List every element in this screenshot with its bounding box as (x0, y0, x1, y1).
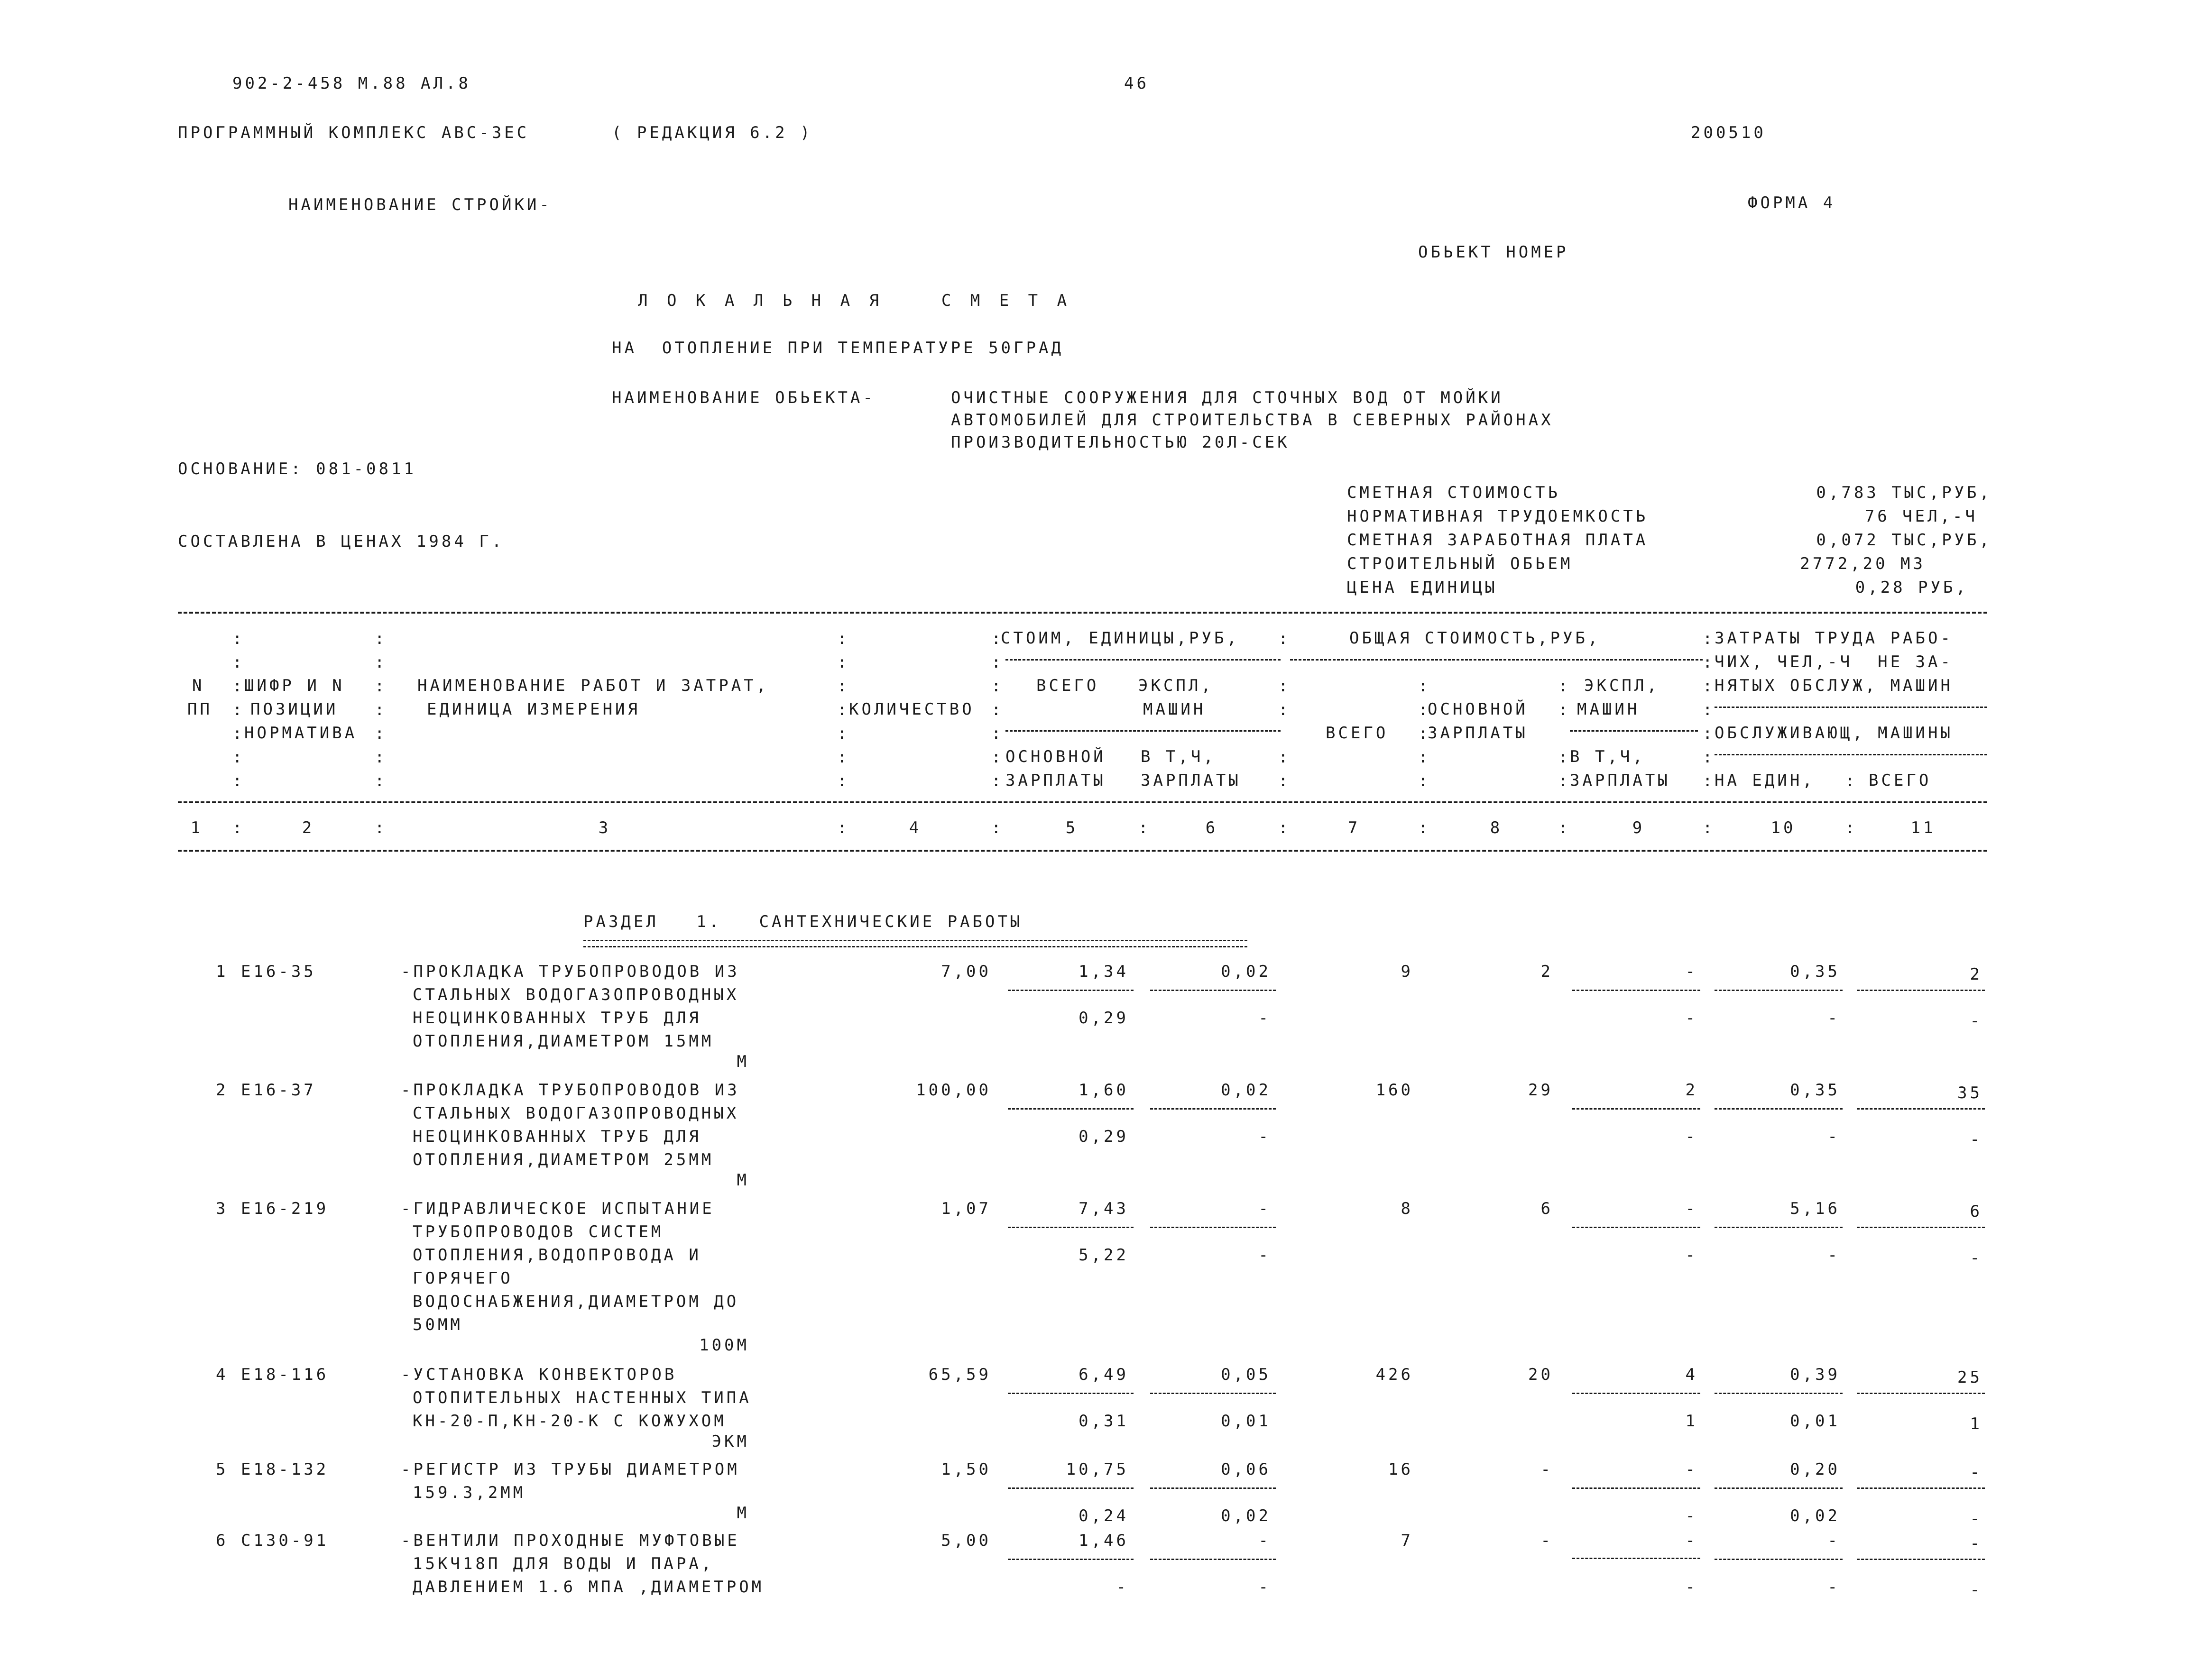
table-cell: - (1258, 1009, 1271, 1028)
column-number: 6 (1205, 818, 1218, 837)
program-name: ПРОГРАММНЫЙ КОМПЛЕКС АВС-3ЕС (178, 123, 530, 142)
table-cell: 426 (1375, 1365, 1413, 1384)
table-cell: 9 (1401, 962, 1413, 981)
object-name-line: ОЧИСТНЫЕ СООРУЖЕНИЯ ДЛЯ СТОЧНЫХ ВОД ОТ МОЙКИ (951, 388, 1503, 407)
edition: ( РЕДАКЦИЯ 6.2 ) (612, 123, 813, 142)
row-name-line: -ПРОКЛАДКА ТРУБОПРОВОДОВ ИЗ (401, 1081, 740, 1100)
row-unit: ЭКМ (711, 1432, 749, 1451)
col-unit-incl-wage-header: ЗАРПЛАТЫ (1141, 771, 1241, 790)
table-cell: - (1827, 1127, 1840, 1146)
table-cell: 0,02 (1221, 1081, 1271, 1100)
cell-rule (1008, 1559, 1134, 1560)
header-rule (1005, 659, 1281, 661)
table-cell: - (1685, 1246, 1698, 1265)
table-cell: 1 (1970, 1414, 1982, 1433)
table-cell: 4 (1685, 1365, 1698, 1384)
table-cell: - (1970, 1463, 1982, 1482)
row-name-line: -ПРОКЛАДКА ТРУБОПРОВОДОВ ИЗ (401, 962, 740, 981)
cell-rule (1008, 990, 1134, 991)
cell-rule (1572, 1393, 1700, 1394)
col-labor-header: ЧИХ, ЧЕЛ,-Ч НЕ ЗА- (1715, 652, 1953, 671)
table-cell: 1,46 (1079, 1531, 1129, 1550)
cell-rule (1857, 1393, 1985, 1394)
summary-value: 0,28 РУБ, (1855, 578, 1968, 597)
col-general-expl-header: ЭКСПЛ, (1584, 676, 1659, 695)
row-code: 3 Е16-219 (216, 1199, 329, 1218)
header-rule (1715, 754, 1987, 755)
table-cell: - (1827, 1531, 1840, 1550)
col-name-header: ЕДИНИЦА ИЗМЕРЕНИЯ (427, 700, 640, 719)
document-number: 200510 (1691, 123, 1766, 142)
table-cell: - (1685, 1460, 1698, 1479)
table-cell: 160 (1375, 1081, 1413, 1100)
summary-label: СМЕТНАЯ СТОИМОСТЬ (1347, 483, 1560, 502)
table-top-border (178, 612, 1987, 614)
col-code-header: ПОЗИЦИИ (250, 700, 339, 719)
column-number: 11 (1910, 818, 1936, 837)
cell-rule (1715, 1108, 1843, 1110)
table-cell: - (1258, 1531, 1271, 1550)
table-cell: 25 (1957, 1368, 1982, 1387)
table-cell: 6 (1540, 1199, 1553, 1218)
header-rule (1715, 707, 1987, 708)
header-rule (1570, 730, 1698, 732)
row-name-line: ВОДОСНАБЖЕНИЯ,ДИАМЕТРОМ ДО (413, 1292, 739, 1311)
column-number: 5 (1065, 818, 1079, 837)
cell-rule (1715, 1487, 1843, 1489)
row-code: 1 Е16-35 (216, 962, 316, 981)
table-cell: 5,00 (941, 1531, 991, 1550)
table-cell: 2 (1685, 1081, 1698, 1100)
col-code-header: ШИФР И N (244, 676, 345, 695)
table-cell: - (1685, 962, 1698, 981)
row-unit: 100М (699, 1336, 749, 1355)
summary-value: 0,783 ТЫС,РУБ, (1816, 483, 1992, 502)
table-cell: - (1685, 1506, 1698, 1525)
summary-value: 76 ЧЕЛ,-Ч (1864, 507, 1978, 526)
cell-rule (1150, 1108, 1276, 1110)
table-cell: 0,35 (1790, 962, 1840, 981)
separator: : (837, 818, 850, 837)
cell-rule (1715, 990, 1843, 991)
table-cell: - (1970, 1249, 1982, 1267)
cell-rule (1715, 1227, 1843, 1228)
col-general-incl-header: ЗАРПЛАТЫ (1570, 771, 1670, 790)
column-number: 9 (1632, 818, 1645, 837)
table-cell: 0,02 (1221, 1506, 1271, 1525)
object-name-label: НАИМЕНОВАНИЕ ОБЬЕКТА- (612, 388, 876, 407)
table-cell: 0,01 (1221, 1412, 1271, 1431)
table-cell: 1,34 (1079, 962, 1129, 981)
table-cell: - (1970, 1011, 1982, 1030)
table-cell: - (1685, 1578, 1698, 1597)
table-cell: 16 (1388, 1460, 1413, 1479)
col-n-header: ПП (187, 700, 212, 719)
cell-rule (1008, 1393, 1134, 1394)
table-cell: 1,07 (941, 1199, 991, 1218)
col-unit-total-header: ВСЕГО (1036, 676, 1099, 695)
col-general-base-header: ЗАРПЛАТЫ (1428, 724, 1528, 743)
section-underline (583, 940, 1247, 947)
separator: : (232, 818, 245, 837)
document-title: Л О К А Л Ь Н А Я С М Е Т А (638, 291, 1072, 310)
column-number: 3 (598, 818, 611, 837)
row-unit: М (737, 1171, 749, 1190)
row-name-line: ОТОПЛЕНИЯ,ВОДОПРОВОДА И (413, 1246, 701, 1265)
separator: : (1558, 818, 1571, 837)
table-column-numbers-border (178, 850, 1987, 852)
cell-rule (1150, 1559, 1276, 1560)
row-code: 2 Е16-37 (216, 1081, 316, 1100)
cell-rule (1150, 1393, 1276, 1394)
table-cell: - (1685, 1009, 1698, 1028)
header-rule (1005, 730, 1281, 732)
row-name-line: 15КЧ18П ДЛЯ ВОДЫ И ПАРА, (413, 1554, 714, 1573)
table-cell: 2 (1970, 965, 1982, 984)
table-cell: 1,60 (1079, 1081, 1129, 1100)
object-name-line: ПРОИЗВОДИТЕЛЬНОСТЬЮ 20Л-СЕК (951, 433, 1290, 452)
table-cell: 7,43 (1079, 1199, 1129, 1218)
row-name-line: -ГИДРАВЛИЧЕСКОЕ ИСПЫТАНИЕ (401, 1199, 715, 1218)
row-name-line: 159.3,2ММ (413, 1483, 526, 1502)
table-cell: 0,05 (1221, 1365, 1271, 1384)
cell-rule (1715, 1393, 1843, 1394)
row-unit: М (737, 1052, 749, 1071)
column-number: 1 (190, 818, 203, 837)
table-cell: 10,75 (1066, 1460, 1129, 1479)
separator: : (1703, 818, 1715, 837)
cell-rule (1008, 1108, 1134, 1110)
column-number: 2 (302, 818, 315, 837)
table-cell: 65,59 (928, 1365, 991, 1384)
section-title: РАЗДЕЛ 1. САНТЕХНИЧЕСКИЕ РАБОТЫ (583, 912, 1023, 931)
row-name-line: ТРУБОПРОВОДОВ СИСТЕМ (413, 1222, 664, 1241)
cell-rule (1572, 1558, 1700, 1559)
column-number: 4 (909, 818, 922, 837)
row-name-line: 50ММ (413, 1315, 463, 1334)
table-cell: - (1116, 1578, 1129, 1597)
row-code: 6 С130-91 (216, 1531, 329, 1550)
col-labor-unit-header: НА ЕДИН, (1715, 771, 1815, 790)
col-unit-base-wage-header: ОСНОВНОЙ (1005, 747, 1106, 766)
separator: : (375, 818, 387, 837)
page: 902-2-458 М.88 АЛ.8 46 ПРОГРАММНЫЙ КОМПЛЕКС АВС-3ЕС ( РЕДАКЦИЯ 6.2 ) 200510 НАИМЕНОВАНИЕ СТРОЙКИ- ФОРМА 4 ОБЬЕКТ НОМЕР Л О К А Л Ь Н А Я С М Е Т А НА ОТОПЛЕНИЕ ПРИ ТЕМПЕРАТУРЕ 50ГРАД НАИМЕНОВАНИЕ ОБЬЕКТА- ОЧИСТНЫЕ СООРУЖЕНИЯ ДЛЯ СТОЧНЫХ ВОД ОТ МОЙКИ АВТОМОБИЛЕЙ ДЛЯ СТРОИТЕЛЬСТВА В СЕВЕРНЫХ РАЙОНАХ ПРОИЗВОДИТЕЛЬНОСТЬЮ 20Л-СЕК ОСНОВАНИЕ: 081-0811 СОСТАВЛЕНА В ЦЕНАХ 1984 Г. СМЕТНАЯ СТОИМОСТЬ 0,783 ТЫС,РУБ, НОРМАТИВНАЯ ТРУДОЕМКОСТЬ 76 ЧЕЛ,-Ч СМЕТНАЯ ЗАРАБОТНАЯ ПЛАТА 0,072 ТЫС,РУБ, СТРОИТЕЛЬНЫЙ ОБЬЕМ 2772,20 М3 ЦЕНА ЕДИНИЦЫ 0,28 РУБ, : : : : : : : : : : : : : : : : : : : : : : : : : : : : : : : : : : : : : : : : : : : : : : : : : : N ПП ШИФР И N ПОЗИЦИИ НОРМАТИВА НАИМЕНОВАНИЕ РАБОТ И ЗАТРАТ, ЕДИНИЦА ИЗМЕРЕНИЯ КОЛИЧЕСТВО СТОИМ, ЕДИНИЦЫ,РУБ, ВСЕГО ЭКСПЛ, МАШИН ОСНОВНОЙ ЗАРПЛАТЫ В Т,Ч, ЗАРПЛАТЫ ОБЩАЯ СТОИМОСТЬ,РУБ, ВСЕГО ОСНОВНОЙ ЗАРПЛАТЫ ЭКСПЛ, МАШИН В Т,Ч, ЗАРПЛАТЫ ЗАТРАТЫ ТРУДА РАБО- ЧИХ, ЧЕЛ,-Ч НЕ ЗА- НЯТЫХ ОБСЛУЖ, МАШИН ОБСЛУЖИВАЮЩ, МАШИНЫ НА ЕДИН, ВСЕГО 1 : 2 : 3 : 4 : 5 : 6 : 7 : 8 : 9 : 10 : 11 РАЗДЕЛ 1. САНТЕХНИЧЕСКИЕ РАБОТЫ 1 Е16-35 -ПРОКЛАДКА ТРУБОПРОВОДОВ ИЗ СТАЛЬНЫХ ВОДОГАЗОПРОВОДНЫХ НЕОЦИНКОВАННЫХ ТРУБ ДЛЯ ОТОПЛЕНИЯ,ДИАМЕТРОМ 15ММ М 7,00 1,34 0,02 9 2 - 0,35 2 0,29 - - - - 2 Е16-37 -ПРОКЛАДКА ТРУБОПРОВОДОВ ИЗ СТАЛЬНЫХ ВОДОГАЗОПРОВОДНЫХ НЕОЦИНКОВАННЫХ ТРУБ ДЛЯ ОТОПЛЕНИЯ,ДИАМЕТРОМ 25ММ М 100,00 1,60 0,02 160 29 2 0,35 35 0,29 - - - - 3 Е16-219 -ГИДРАВЛИЧЕСКОЕ ИСПЫТАНИЕ ТРУБОПРОВОДОВ СИСТЕМ ОТОПЛЕНИЯ,ВОДОПРОВОДА И ГОРЯЧЕГО ВОДОСНАБЖЕНИЯ,ДИАМЕТРОМ ДО 50ММ 100М 1,07 7,43 - 8 6 - 5,16 6 5,22 - - - - 4 Е18-116 -УСТАНОВКА КОНВЕКТОРОВ ОТОПИТЕЛЬНЫХ НАСТЕННЫХ ТИПА КН-20-П,КН-20-К С КОЖУХОМ ЭКМ 65,59 6,49 0,05 426 20 4 0,39 25 0,31 0,01 1 0,01 1 5 Е18-132 -РЕГИСТР ИЗ ТРУБЫ ДИАМЕТРОМ 159.3,2ММ М 1,50 10,75 0,06 16 - - 0,20 - 0,24 0,02 - 0,02 - 6 С130-91 -ВЕНТИЛИ ПРОХОДНЫЕ МУФТОВЫЕ 15КЧ18П ДЛЯ ВОДЫ И ПАРА, ДАВЛЕНИЕМ 1.6 МПА ,ДИАМЕТРОМ 5,00 1,46 - 7 - - - - - - - - - (0, 0, 2185, 1680)
col-unit-base-wage-header: ЗАРПЛАТЫ (1005, 771, 1106, 790)
col-labor-total-header: ВСЕГО (1869, 771, 1932, 790)
cell-rule (1572, 1108, 1700, 1110)
table-cell: - (1540, 1531, 1553, 1550)
prices-basis: СОСТАВЛЕНА В ЦЕНАХ 1984 Г. (178, 532, 505, 551)
summary-value: 2772,20 М3 (1800, 554, 1926, 573)
table-cell: - (1685, 1127, 1698, 1146)
summary-label: СТРОИТЕЛЬНЫЙ ОБЬЕМ (1347, 554, 1573, 573)
table-cell: 0,31 (1079, 1412, 1129, 1431)
table-cell: 6,49 (1079, 1365, 1129, 1384)
col-n-header: N (192, 676, 205, 695)
row-name-line: НЕОЦИНКОВАННЫХ ТРУБ ДЛЯ (413, 1127, 701, 1146)
column-number: 8 (1490, 818, 1503, 837)
table-cell: 0,20 (1790, 1460, 1840, 1479)
table-cell: 7,00 (941, 962, 991, 981)
cell-rule (1857, 990, 1985, 991)
cell-rule (1857, 1559, 1985, 1560)
col-labor-header: ЗАТРАТЫ ТРУДА РАБО- (1715, 629, 1953, 648)
summary-value: 0,072 ТЫС,РУБ, (1816, 531, 1992, 550)
table-cell: 8 (1401, 1199, 1413, 1218)
col-qty-header: КОЛИЧЕСТВО (849, 700, 975, 719)
table-cell: 0,29 (1079, 1127, 1129, 1146)
table-cell: 2 (1540, 962, 1553, 981)
separator: : (1138, 818, 1151, 837)
cell-rule (1857, 1227, 1985, 1228)
cell-rule (1715, 1559, 1843, 1560)
table-cell: 7 (1401, 1531, 1413, 1550)
row-name-line: ОТОПЛЕНИЯ,ДИАМЕТРОМ 15ММ (413, 1032, 714, 1051)
cell-rule (1572, 990, 1700, 991)
table-cell: - (1970, 1509, 1982, 1528)
separator: : (991, 818, 1004, 837)
table-cell: 0,39 (1790, 1365, 1840, 1384)
row-code: 5 Е18-132 (216, 1460, 329, 1479)
table-cell: 0,24 (1079, 1506, 1129, 1525)
table-cell: 0,02 (1790, 1506, 1840, 1525)
table-cell: - (1685, 1531, 1698, 1550)
table-cell: 0,06 (1221, 1460, 1271, 1479)
table-cell: 100,00 (916, 1081, 991, 1100)
col-general-cost-header: ОБЩАЯ СТОИМОСТЬ,РУБ, (1349, 629, 1601, 648)
cell-rule (1150, 1227, 1276, 1228)
table-cell: 6 (1970, 1202, 1982, 1221)
row-name-line: СТАЛЬНЫХ ВОДОГАЗОПРОВОДНЫХ (413, 1104, 739, 1123)
cell-rule (1150, 990, 1276, 991)
col-unit-expl-header: ЭКСПЛ, (1138, 676, 1214, 695)
form-label: ФОРМА 4 (1748, 193, 1836, 212)
table-cell: 35 (1957, 1083, 1982, 1102)
column-number: 10 (1770, 818, 1796, 837)
row-name-line: ДАВЛЕНИЕМ 1.6 МПА ,ДИАМЕТРОМ (413, 1578, 765, 1597)
cell-rule (1572, 1487, 1700, 1489)
cell-rule (1857, 1487, 1985, 1489)
col-general-incl-header: В Т,Ч, (1570, 747, 1645, 766)
table-cell: 29 (1528, 1081, 1553, 1100)
summary-label: НОРМАТИВНАЯ ТРУДОЕМКОСТЬ (1347, 507, 1649, 526)
row-name-line: ОТОПЛЕНИЯ,ДИАМЕТРОМ 25ММ (413, 1150, 714, 1169)
table-cell: - (1970, 1580, 1982, 1599)
cell-rule (1008, 1227, 1134, 1228)
cell-rule (1008, 1487, 1134, 1489)
table-cell: 0,35 (1790, 1081, 1840, 1100)
summary-label: ЦЕНА ЕДИНИЦЫ (1347, 578, 1498, 597)
col-general-total-header: ВСЕГО (1326, 724, 1389, 743)
header-rule (1290, 659, 1703, 661)
row-name-line: -ВЕНТИЛИ ПРОХОДНЫЕ МУФТОВЫЕ (401, 1531, 740, 1550)
table-cell: 20 (1528, 1365, 1553, 1384)
row-name-line: -РЕГИСТР ИЗ ТРУБЫ ДИАМЕТРОМ (401, 1460, 740, 1479)
table-cell: - (1827, 1246, 1840, 1265)
row-name-line: ГОРЯЧЕГО (413, 1269, 513, 1288)
table-cell: - (1970, 1534, 1982, 1553)
summary-label: СМЕТНАЯ ЗАРАБОТНАЯ ПЛАТА (1347, 531, 1649, 550)
table-cell: 1,50 (941, 1460, 991, 1479)
table-cell: 0,01 (1790, 1412, 1840, 1431)
table-cell: - (1258, 1246, 1271, 1265)
construction-name-label: НАИМЕНОВАНИЕ СТРОЙКИ- (288, 195, 552, 214)
row-name-line: НЕОЦИНКОВАННЫХ ТРУБ ДЛЯ (413, 1009, 701, 1028)
table-cell: - (1258, 1199, 1271, 1218)
cell-rule (1150, 1487, 1276, 1489)
row-unit: М (737, 1504, 749, 1523)
row-name-line: КН-20-П,КН-20-К С КОЖУХОМ (413, 1412, 727, 1431)
basis: ОСНОВАНИЕ: 081-0811 (178, 459, 416, 478)
table-cell: 0,29 (1079, 1009, 1129, 1028)
table-cell: - (1540, 1460, 1553, 1479)
separator: : (1418, 818, 1431, 837)
table-cell: 0,02 (1221, 962, 1271, 981)
table-cell: - (1258, 1578, 1271, 1597)
col-labor-header: НЯТЫХ ОБСЛУЖ, МАШИН (1715, 676, 1953, 695)
separator: : (1278, 818, 1291, 837)
col-labor-header: ОБСЛУЖИВАЮЩ, МАШИНЫ (1715, 724, 1953, 743)
table-cell: 5,22 (1079, 1246, 1129, 1265)
row-name-line: ОТОПИТЕЛЬНЫХ НАСТЕННЫХ ТИПА (413, 1388, 752, 1407)
separator: : (1845, 818, 1858, 837)
table-cell: - (1685, 1199, 1698, 1218)
column-number: 7 (1347, 818, 1361, 837)
col-name-header: НАИМЕНОВАНИЕ РАБОТ И ЗАТРАТ, (417, 676, 769, 695)
cell-rule (1572, 1227, 1700, 1228)
row-name-line: -УСТАНОВКА КОНВЕКТОРОВ (401, 1365, 677, 1384)
cell-rule (1857, 1108, 1985, 1110)
object-number-label: ОБЬЕКТ НОМЕР (1418, 243, 1569, 262)
document-subtitle: НА ОТОПЛЕНИЕ ПРИ ТЕМПЕРАТУРЕ 50ГРАД (612, 339, 1064, 358)
table-cell: - (1970, 1130, 1982, 1149)
table-header-border (178, 801, 1987, 803)
table-cell: - (1258, 1127, 1271, 1146)
row-name-line: СТАЛЬНЫХ ВОДОГАЗОПРОВОДНЫХ (413, 985, 739, 1004)
col-unit-cost-header: СТОИМ, ЕДИНИЦЫ,РУБ, (1001, 629, 1239, 648)
object-name-line: АВТОМОБИЛЕЙ ДЛЯ СТРОИТЕЛЬСТВА В СЕВЕРНЫХ РАЙОНАХ (951, 411, 1554, 430)
page-number: 46 (1124, 74, 1149, 93)
document-code: 902-2-458 М.88 АЛ.8 (232, 74, 471, 93)
row-code: 4 Е18-116 (216, 1365, 329, 1384)
table-cell: 1 (1685, 1412, 1698, 1431)
col-general-expl-header: МАШИН (1577, 700, 1640, 719)
col-unit-expl-header: МАШИН (1143, 700, 1206, 719)
col-unit-incl-wage-header: В Т,Ч, (1141, 747, 1216, 766)
table-cell: - (1827, 1009, 1840, 1028)
col-general-base-header: ОСНОВНОЙ (1428, 700, 1528, 719)
table-cell: 5,16 (1790, 1199, 1840, 1218)
col-code-header: НОРМАТИВА (244, 724, 358, 743)
table-cell: - (1827, 1578, 1840, 1597)
